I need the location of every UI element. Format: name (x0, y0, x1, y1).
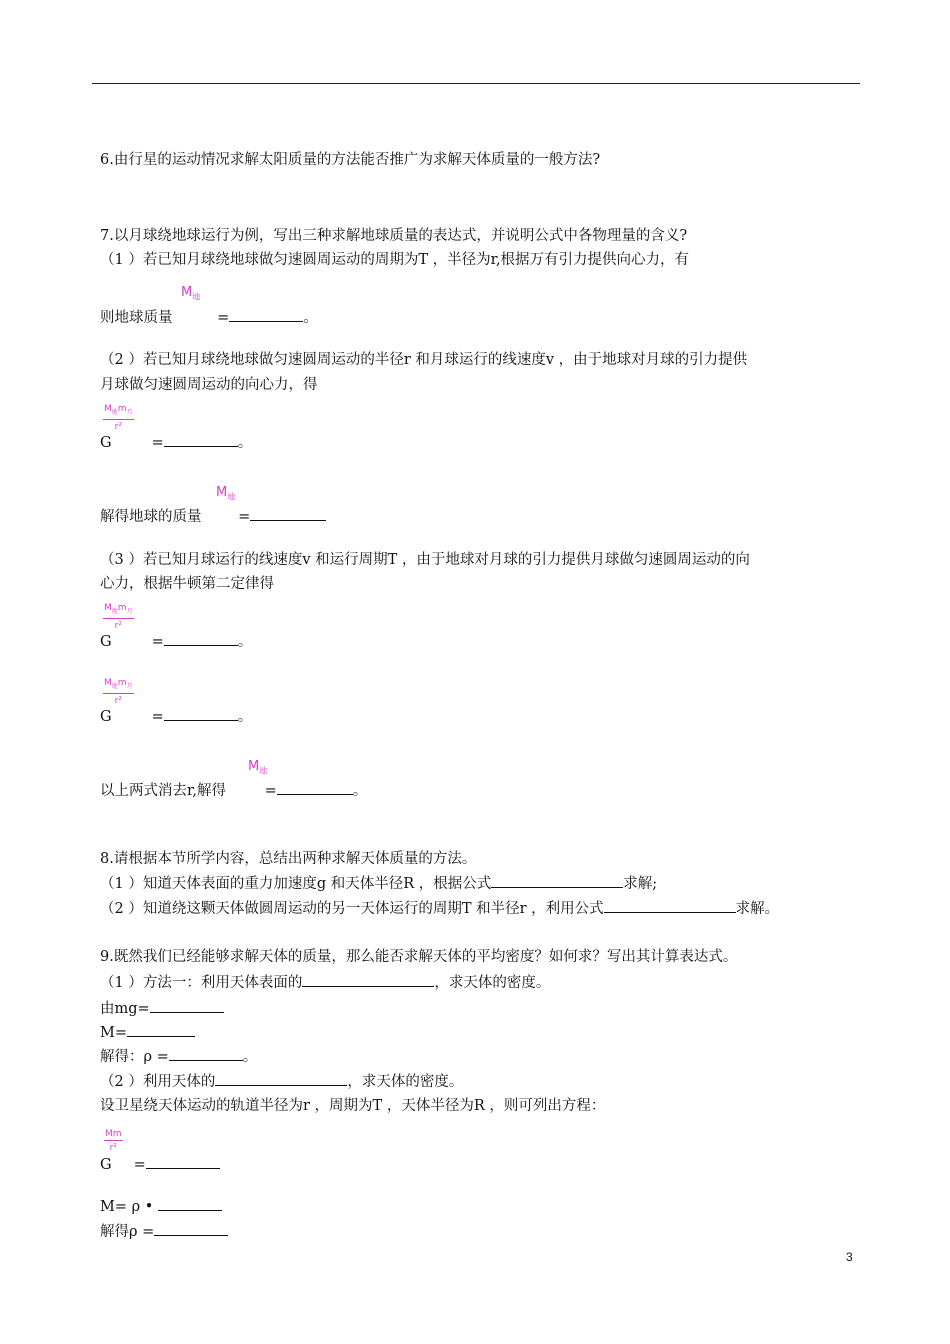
q9-mass-eq: M= (100, 1022, 195, 1043)
answer-blank[interactable] (215, 1071, 347, 1086)
q8-title: 8.请根据本节所学内容，总结出两种求解天体质量的方法。 (100, 851, 477, 867)
answer-blank[interactable] (164, 631, 238, 646)
q6-text: 6.由行星的运动情况求解太阳质量的方法能否推广为求解天体质量的一般方法? (100, 152, 601, 168)
q7-part3-eq2: G = 。 (100, 706, 252, 727)
mass-earth-symbol: $M_地$ (248, 759, 268, 776)
answer-blank[interactable] (164, 706, 238, 721)
q7-part3-line2: 心力，根据牛顿第二定律得 (100, 576, 274, 592)
answer-blank[interactable] (302, 972, 434, 987)
q7-part3-result: 以上两式消去r,解得 = 。 (100, 780, 367, 801)
q9-setup: 设卫星绕天体运动的轨道半径为r ，周期为T ，天体半径为R ，则可列出方程： (100, 1098, 606, 1114)
q9-method1: （1 ）方法一：利用天体表面的 ，求天体的密度。 (100, 972, 550, 993)
q8-part2: （2 ）知道绕这颗天体做圆周运动的另一天体运行的周期T 和半径r ，利用公式 求解。 (100, 898, 779, 919)
q7-title: 7.以月球绕地球运行为例，写出三种求解地球质量的表达式，并说明公式中各物理量的含义? (100, 228, 688, 244)
q7-part2-result: 解得地球的质量 = (100, 506, 326, 527)
q9-title: 9.既然我们已经能够求解天体的质量，那么能否求解天体的平均密度？如何求？写出其计算表达式。 (100, 949, 738, 965)
answer-blank[interactable] (229, 307, 303, 322)
q9-method2: （2 ）利用天体的 ，求天体的密度。 (100, 1071, 463, 1092)
header-rule (92, 83, 860, 84)
q8-part1: （1 ）知道天体表面的重力加速度g 和天体半径R ，根据公式 求解; (100, 873, 657, 894)
answer-blank[interactable] (250, 506, 326, 521)
q7-part2-line1: （2 ）若已知月球绕地球做匀速圆周运动的半径r 和月球运行的线速度v ，由于地球对月球的引力提供 (100, 352, 748, 368)
mass-earth-symbol: $M_地$ (181, 285, 201, 302)
answer-blank[interactable] (127, 1022, 195, 1037)
answer-blank[interactable] (169, 1046, 243, 1061)
answer-blank[interactable] (150, 998, 224, 1013)
q9-gravity-eq: G = (100, 1154, 220, 1175)
q7-part1: （1 ）若已知月球绕地球做匀速圆周运动的周期为T ，半径为r,根据万有引力提供向心力，有 (100, 252, 690, 268)
q7-part1-result: 则地球质量 = 。 (100, 307, 318, 328)
answer-blank[interactable] (154, 1221, 228, 1236)
q7-part2-line2: 月球做匀速圆周运动的向心力，得 (100, 377, 318, 393)
answer-blank[interactable] (164, 432, 238, 447)
answer-blank[interactable] (146, 1154, 220, 1169)
answer-blank[interactable] (491, 873, 623, 888)
gravity-fraction: $M_地m_月$ r² (104, 404, 133, 432)
q9-density2: 解得ρ = (100, 1221, 228, 1242)
q9-density1: 解得：ρ = 。 (100, 1046, 257, 1067)
q7-part3-line1: （3 ）若已知月球运行的线速度v 和运行周期T ，由于地球对月球的引力提供月球做匀速圆周运动的向 (100, 552, 750, 568)
answer-blank[interactable] (604, 898, 736, 913)
gravity-fraction: $M_地m_月$ r² (104, 678, 133, 706)
gravity-fraction: $M_地m_月$ r² (104, 603, 133, 631)
gravity-fraction: $\frac{Mm}{\text{r²}}$ (105, 1129, 122, 1153)
answer-blank[interactable] (158, 1196, 222, 1211)
mass-earth-symbol: $M_地$ (216, 485, 236, 502)
q9-mass-density-eq: M= ρ • (100, 1196, 222, 1217)
q9-mg-eq: 由mg= (100, 998, 224, 1019)
q7-part3-eq1: G = 。 (100, 631, 252, 652)
answer-blank[interactable] (277, 780, 353, 795)
page-number: 3 (846, 1250, 853, 1264)
q7-part2-eq: G = 。 (100, 432, 252, 453)
